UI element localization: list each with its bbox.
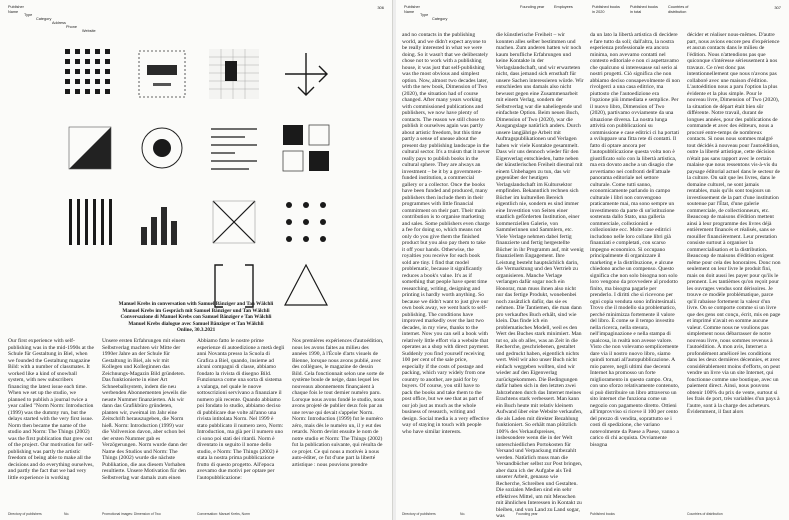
image-blocks	[277, 119, 335, 177]
text-column-it: da un lato la libertà artistica di decidere e fare tutto da soli; dall'altra, la nostra esperienza professionale era ancora minima, non avevamo contatti nel contesto editoriale e non ci aspettavamo che qualcuno si interessasse sul serio ai nostri progetti. Ciò significa che non abbiamo deciso consapevolmente di non rivolgerci a una casa editrice, ma piuttosto che l'autoedizione era l'opzione più immediata e semplice. Per il nuovo libro, Dimension of Two (2020), partivamo ovviamente da una situazione diversa. La nostra lunga attività con pubblicazioni su commissione e case editrici ci ha portati a sviluppare una fitta rete di contatti. Il fatto di optare ancora per l'autopubblicazione questa volta non è giustificato solo con la libertà artistica, ma era dovuto anche a un disagio che avvertiamo nei confronti dell'attuale panorama editoriale nel settore culturale. Come tutti sanno, economicamente parlando in campo culturale i libri non convengono praticamente mai, ma sono sempre un investimento da parte di un'istituzione sostenuta dallo Stato, una galleria commerciale, collezionisti e collezioniste ecc. Molte case editrici includono nelle loro collane libri già finanziati e completati, con scarso impegno economico. Si occupano principalmente di organizzare il marketing e la distribuzione, e alcune chiedono anche un compenso. Questo significa che non solo bisogna non solo loro vengono da provvedere al prodotto finito, ma bisogna pagarle per prenderlo. I diritti che si ricevono per ogni copia venduta sono infinitesimali. Trovo che il modello sia problematico, perché minimizza fortemente il valore del libro. È come se il tempo investito nella ricerca, nella stesura, nell'impaginazione e nella stampa di qualcosa, in realtà non avesse valore. Visto che non volevamo semplicemente dare via il nostro nuovo libro, siamo quindi tornati all'autopubblicazione. A mio parere, negli ultimi due decenni Internet ha promosso un forte miglioramento in questo campo. Ora, con uno sforzo relativamente contenuto, si può distribuire un libro attraverso un sito internet che funziona come un negozio con pagamento diretto. Ottieni all'improvviso si riceve il 100 per cento del prezzo di vendita, soprattutto se i costi di spedizione, che variano notevolmente da Paese a Paese, vanno a carico di chi acquista. Ovviamente bisogna	[590, 32, 680, 448]
image-diagonal	[61, 119, 119, 177]
header-publisher-name: Publisher Name	[8, 5, 24, 14]
caption-date: Online, 30.3.2021	[176, 327, 216, 334]
caption-line-fr: Manuel Krebs dialogue avec Samuel Bänziger et Tan Wälchli	[128, 320, 264, 327]
footer-directory: Directory of publishers	[402, 512, 436, 516]
footer-countries: Countries of distribution	[687, 512, 723, 516]
page-header	[404, 5, 781, 35]
footer-founding-year: Founding year	[516, 512, 538, 516]
text-column-en: and no contacts in the publishing world, and we didn't expect anyone to be really interested in what we were doing. So it wasn't that we deliberately chose not to work with a publishing house, it was just that self-publishing was the most obvious and simplest option. Now, almost two decades later, with the new book, Dimension of Two (2020), the situation had of course changed. After many years working with commissioned publications and publishers, we now have plenty of contacts. The reason we still chose to publish it ourselves again was partly about artistic freedom, but this time partly a sense of unease about the present day publishing landscape in the cultural sector. It's a truism that it never really pays to publish books in the cultural sphere. They are always an investment – be it by a government-funded institution, a commercial gallery or a collector. Once the books have been funded and produced, many publishers then include them in their programmes with little financial commitment on their part. Their main contribution is to organise marketing and sales. Some publishers even charge a fee for doing so, which means not only do you give them the finished product but you also pay them to take it off your hands. Otherwise, the royalties you receive for each book sold are tiny. I find that model problematic, because it significantly reduces a book's value. It's as if something that people have spent time researching, writing, designing and printing is hardly worth anything. So because we didn't want to just give our own book away, we went back to self-publishing. The conditions have improved markedly over the last two decades, in my view, thanks to the internet. Now you can sell a book with relatively little effort via a website that operates as a shop with direct payment. Suddenly you find yourself receiving 100 per cent of the sale price, especially if the costs of postage and packing, which vary widely from one country to another, are paid for by buyers. Of course, you still have to pack the books and take them to the post office, but we see that as part of our job just as much as the whole business of research, writing and design. Social media is a very effective way of staying in touch with people who have similar interests.	[402, 32, 490, 435]
page-number: 307	[774, 5, 781, 10]
header-address: Address	[52, 21, 66, 25]
page-number: 306	[377, 5, 384, 10]
caption-line-it: Conversazione di Manuel Krebs con Samuel Bänziger e Tan Wälchli	[120, 314, 272, 321]
image-cross	[205, 193, 263, 251]
footer-no: No.	[460, 512, 466, 516]
header-type: Type	[24, 13, 33, 17]
image-dots	[277, 193, 335, 251]
interview-caption	[20, 301, 372, 334]
caption-line-en: Manuel Krebs in conversation with Samuel Bänziger and Tan Wälchli	[118, 301, 274, 307]
header-website: Website	[82, 29, 96, 33]
header-category: Category	[432, 17, 448, 21]
right-page	[396, 0, 789, 520]
footer-conversation: Conversation: Manuel Krebs, Norm	[197, 512, 250, 516]
header-publisher-name: Publisher Name	[404, 5, 420, 14]
text-column-fr: décider et réaliser nous-mêmes. D'autre part, nous avions encore peu d'expérience et aucun contacts dans le milieu de l'édition. Nous n'attendions pas que quiconque s'intéresse sérieusement à nos travaux. Ce n'est donc pas intentionnellement que nous n'avons pas collaboré avec une maison d'édition. L'autoédition nous a paru l'option la plus évidente et la plus simple. Pour le nouveau livre, Dimension of Two (2020), la situation de départ était bien sûr différente. Notre travail, durant de longues années, pour des publications de commande et avec des éditeurs, nous a procuré entre-temps de nombreux contacts. Si nous nous sommes malgré tout décidés à nouveau pour l'autoédition, outre la liberté artistique, cette décision n'était pas sans rapport avec le certain malaise que nous ressentons vis-à-vis du paysage éditorial actuel dans le secteur de la culture. On sait que les livres, dans le domaine culturel, ne sont jamais rentables, mais qu'ils sont toujours un investissement de la part d'une institution soutenue par l'État, d'une galerie commerciale, de collectionneurs, etc. Beaucoup de maisons d'édition mettent ainsi à leur programme des livres déjà entièrement financés et réalisés, sans se mouiller financièrement. Leur prestation consiste surtout à organiser la commercialisation et la distribution. Beaucoup de maisons d'édition exigent même pour cela des honoraires. Donc non seulement on leur livre le produit fini, mais on doit aussi les payer pour qu'ils le prennent. Les tantièmes qu'on reçoit pour les ouvrages vendus sont dérisoires. Je trouve ce modèle problématique, parce qu'il rabaisse fortement la valeur d'un livre. On se comporte comme si un livre que des gens ont conçu, écrit, mis en page et imprimé n'avait en somme aucune valeur. Comme nous ne voulions pas simplement nous débarrasser de notre nouveau livre, nous sommes revenus à l'autoédition. À mon avis, Internet a profondément amélioré les conditions dans les deux dernières décennies, et avec considérablement moins d'efforts, on peut vendre un livre via un site Internet, qui fonctionne comme une boutique, avec un paiement direct. Ainsi, nous pouvons obtenir 100% du prix de vente, surtout si les frais de port, très variables d'un pays à l'autre, sont à la charge des acheteurs. Évidemment, il faut alors	[687, 32, 781, 415]
image-dashed-frame	[133, 45, 191, 103]
image-bars	[133, 193, 191, 251]
text-column-it: Abbiamo fatto le nostre prime esperienze di autoedizione a metà degli anni Novanta presso la Scuola di Grafica a Biel, quando, insieme ad alcuni compagni di classe, abbiamo fondato la rivista di disegno Bild. Funzionava come una sorta di sistema a valanga, nel quale le nuove sottoscrizioni servivano a finanziare il numero più recente. Quando abbiamo poi fondato lo studio, abbiamo deciso di pubblicare due volte all'anno una rivista intitolata Norm. Nel 1999 è stato pubblicato il numero zero, Norm: Introduction, ma già per il numero uno ci sono poi stati dei ritardi. Norm è diventato in seguito il nome dello studio, e Norm: The Things (2002) è stata la nostra prima pubblicazione frutto di questo progetto. All'epoca avevamo due motivi per optare per l'autopubblicazione:	[197, 338, 285, 481]
image-circle	[133, 119, 191, 177]
image-grid-pattern	[61, 45, 119, 103]
footer-directory: Directory of publishers	[8, 512, 42, 516]
image-stripes	[61, 193, 119, 251]
header-type: Type	[420, 13, 429, 17]
promotional-images-grid	[55, 35, 341, 335]
image-fine-pattern	[205, 45, 263, 103]
footer-published-books: Published books	[590, 512, 615, 516]
text-column-de: Unsere ersten Erfahrungen mit einem Selbstverlag machten wir Mitte der 1990er Jahre an der Schule für Gestaltung in Biel, als wir mit Kollegen und Kolleginnen das Zeichnungs-Magazin Bild gründeten. Das funktionierte in einer Art Schneeballsystem, indem die neu werbenden Abonnementen jeweils die neuste Nummer finanzierten. Als wir dann das Grafikbüro gründeten, planten wir, zweimal im Jahr eine Zeitschrift herauszugeben, die Norm hieß. Norm: Introduction (1999) war die Vollversion davon, aber schon bei der ersten Nummer gab es Verzögerungen. Norm wurde dann der Name des Studios und Norm: The Things (2002) wurde die nächste Publikation, die aus diesem Vorhaben resultierte. Unsere Motivation für den Selbstverlag war damals zum einen	[102, 338, 188, 481]
header-countries: Countries of distribution	[668, 5, 689, 14]
header-books-2020: Published books in 2020	[592, 5, 620, 14]
header-founding-year: Founding year	[520, 5, 545, 9]
text-column-en: Our first experience with self-publishing was in the mid-1990s at the Schule für Gestaltung in Biel, when we founded the Gestaltung magazine Bild: with a number of classmates. It worked like a kind of snowball system, with new subscribers financing the latest issue each time. When we set up the studio, we planned to publish a journal twice a year called "Norm Norm: Introduction (1999) was the dummy run, but the delays started with the very first issue. Norm then became the name of the studio and Norm: The Things (2002) was the first publication that grew out of the project. Our motivation for self-publishing was partly the artistic freedom of being able to make all the decisions and do everything ourselves, and partly the fact that we had very little experience in working	[8, 338, 94, 481]
text-column-fr: Nos premières expériences d'autoédition, nous les avons faites au milieu des années 1990, à l'École d'arts visuels de Bienne, lorsque nous avons publié, avec des collègues, le magazine de dessin Bild. Cela fonctionnait selon une sorte de système boule de neige, dans lequel les nouveaux abonnements finançaient à chaque fois le tout dernier numéro paru. Lorsque nous avons fondé le studio, nous avons projeté de publier deux fois par an une revue qui devait s'appeler Norm. Norm: Introduction (1999) fut le numéro zéro, mais dès le numéro un, il y eut des retards. Norm devint ensuite le nom de notre studio et Norm: The Things (2002) fut la publication suivante, qui résulta de ce projet. Ce qui nous a motivés à nous auto-éditer, ce fut d'une part la liberté artistique : nous pouvions prendre	[292, 338, 384, 468]
footer-no: No.	[64, 512, 70, 516]
left-page	[0, 0, 393, 520]
header-category: Category	[36, 17, 52, 21]
text-column-de: die künstlerische Freiheit – wir konnten alles selber bestimmen und machen. Zum anderen hatten wir noch kaum berufliche Erfahrungen und keine Kontakte in der Verlagslandschaft, und wir erwarteten nicht, dass jemand sich ernsthaft für unsere Sachen interessieren würde. Wir entschieden uns damals also nicht bewusst gegen eine Zusammenarbeit mit einem Verlag, sondern der Selbstverlag war die naheliegende und einfachste Option. Beim neuen Buch, Dimension of Two (2020), war die Ausgangslage natürlich anders. Durch unsere langjährige Arbeit mit Auftragspublikationen und Verlagen haben wir viele Kontakte gesammelt. Dass wir uns dennoch wieder für den Eigenverlag entschieden, hatte neben der künstlerischen Freiheit diesmal mit einem Unbehagen zu tun, das wir gegenüber der heutigen Verlagslandschaft im Kultursektor empfinden. Bekanntlich rechnen sich Bücher im kulturellen Bereich eigentlich nie, sondern es sind immer eine Investition von Seiten einer staatlich geförderten Institution, einer kommerziellen Galerie, von Sammlerinnen und Sammlern, etc. Viele Verlage nehmen dabei fertig finanzierte und fertig hergestellte Bücher in ihr Programm auf, mit wenig finanziellem Engagement. Ihre Leistung besteht hauptsächlich darin, die Vermarktung und den Vertrieb zu organisieren. Manche Verlage verlangen dafür sogar noch ein Honorar, man muss ihnen also nicht nur das fertige Produkt, wonebenbei noch zusätzlich dafür, das sie es nehmen. Die Tantiemen, die man dann pro verkauftes Buch erhält, sind wie klein. Das finde ich ein problematisches Modell, weil es den Wert des Buches stark minimiert. Man tut so, als ob alles, was an Zeit in die Recherche, geschriebenen, gestaltet und gedruckt haben, eigentlich nichts wert. Weil wir also unser Buch nicht einfach weggeben wollten, sind wir wieder auf den Eigenverlag zurückgekommen. Die Bedingungen dafür haben sich in den letzten zwei Jahrzehnten durch das Internet meines Erachtens stark verbessert. Man kann ein Buch heute mit relativ kleinem Aufwand über eine Website verkaufen, die als Laden mit direkter Bezahlung funktioniert. So erhält man plötzlich 100% des Verkaufspreises, insbesondere wenn die in der Welt unterschiedlichen Portokosten für Versand und Verpackung mitbezahlt werden. Natürlich muss man die Versandbücher selbst zur Post bringen, aber dazu ich der Aufgabe als Teil unserer Arbeit, genauso wie Recherche, Schreiben und Gestalten. Die sozialen Medien sind ein sehr effektives Mittel, um mit Menschen mit ähnlichen Interessen in Kontakt zu bleiben, und von Land zu Land sogar, was	[496, 32, 584, 519]
page-header	[8, 5, 384, 35]
footer-images: Promotional images: Dimension of Two	[102, 512, 161, 516]
header-employees: Employees	[554, 5, 573, 9]
image-arrows	[277, 45, 335, 103]
header-phone: Phone	[66, 25, 77, 29]
header-books-total: Published books in total	[630, 5, 658, 14]
image-lines	[205, 119, 263, 177]
caption-line-de: Manuel Krebs im Gespräch mit Samuel Bänziger und Tan Wälchli	[122, 307, 270, 314]
